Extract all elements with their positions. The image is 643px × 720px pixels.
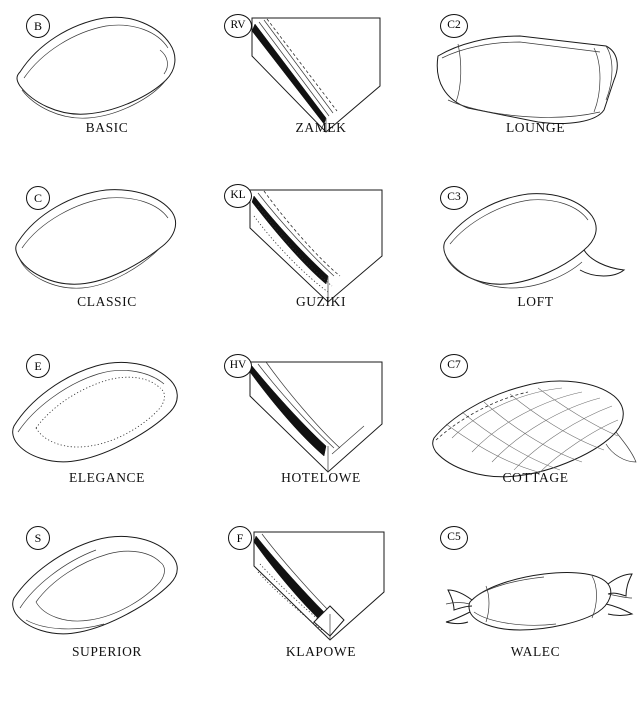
code-badge-text: B: [33, 19, 42, 33]
code-badge-text: RV: [230, 19, 246, 32]
code-badge-klapowe: [228, 526, 252, 550]
pillow-cell-hotelowe[interactable]: [214, 344, 428, 516]
pillow-cell-elegance[interactable]: [0, 344, 214, 516]
pillow-cell-klapowe[interactable]: [214, 516, 428, 688]
pillow-cell-loft[interactable]: [428, 172, 643, 344]
code-badge-basic: [26, 14, 50, 38]
pillow-label-zamek: ZAMEK: [295, 120, 347, 135]
code-badge-text: E: [34, 359, 42, 373]
pillow-label-lounge: LOUNGE: [505, 120, 566, 135]
pillow-label-klapowe: KLAPOWE: [285, 644, 357, 659]
pillow-cell-walec[interactable]: [428, 516, 643, 688]
code-badge-text: KL: [230, 189, 246, 202]
code-badge-walec: [440, 526, 468, 550]
code-badge-lounge: [440, 14, 468, 38]
pillow-label-loft: LOFT: [517, 294, 554, 309]
code-badge-text: C5: [447, 531, 461, 544]
code-badge-text: C: [33, 191, 42, 205]
code-badge-text: F: [236, 531, 244, 545]
pillow-label-walec: WALEC: [510, 644, 561, 659]
code-badge-text: C2: [447, 19, 461, 32]
pillow-label-basic: BASIC: [85, 120, 129, 135]
code-badge-cottage: [440, 354, 468, 378]
pillow-label-cottage: COTTAGE: [502, 470, 569, 485]
code-badge-text: C7: [447, 359, 461, 372]
code-badge-guziki: [224, 184, 252, 208]
pillow-cell-lounge[interactable]: [428, 0, 643, 172]
pillow-cell-classic[interactable]: [0, 172, 214, 344]
pillow-cell-guziki[interactable]: [214, 172, 428, 344]
code-badge-text: S: [34, 531, 42, 545]
code-badge-hotelowe: [224, 354, 252, 378]
pillow-label-hotelowe: HOTELOWE: [281, 470, 361, 485]
code-badge-zamek: [224, 14, 252, 38]
pillow-label-classic: CLASSIC: [77, 294, 137, 309]
code-badge-text: C3: [447, 191, 461, 204]
pillow-label-elegance: ELEGANCE: [68, 470, 146, 485]
code-badge-classic: [26, 186, 50, 210]
pillow-cell-cottage[interactable]: [428, 344, 643, 516]
code-badge-text: HV: [229, 359, 247, 372]
code-badge-elegance: [26, 354, 50, 378]
pillow-label-superior: SUPERIOR: [71, 644, 143, 659]
code-badge-superior: [26, 526, 50, 550]
pillow-cell-superior[interactable]: [0, 516, 214, 688]
pillow-cell-basic[interactable]: [0, 0, 214, 172]
code-badge-loft: [440, 186, 468, 210]
pillow-label-guziki: GUZIKI: [295, 294, 347, 309]
pillow-cell-zamek[interactable]: [214, 0, 428, 172]
